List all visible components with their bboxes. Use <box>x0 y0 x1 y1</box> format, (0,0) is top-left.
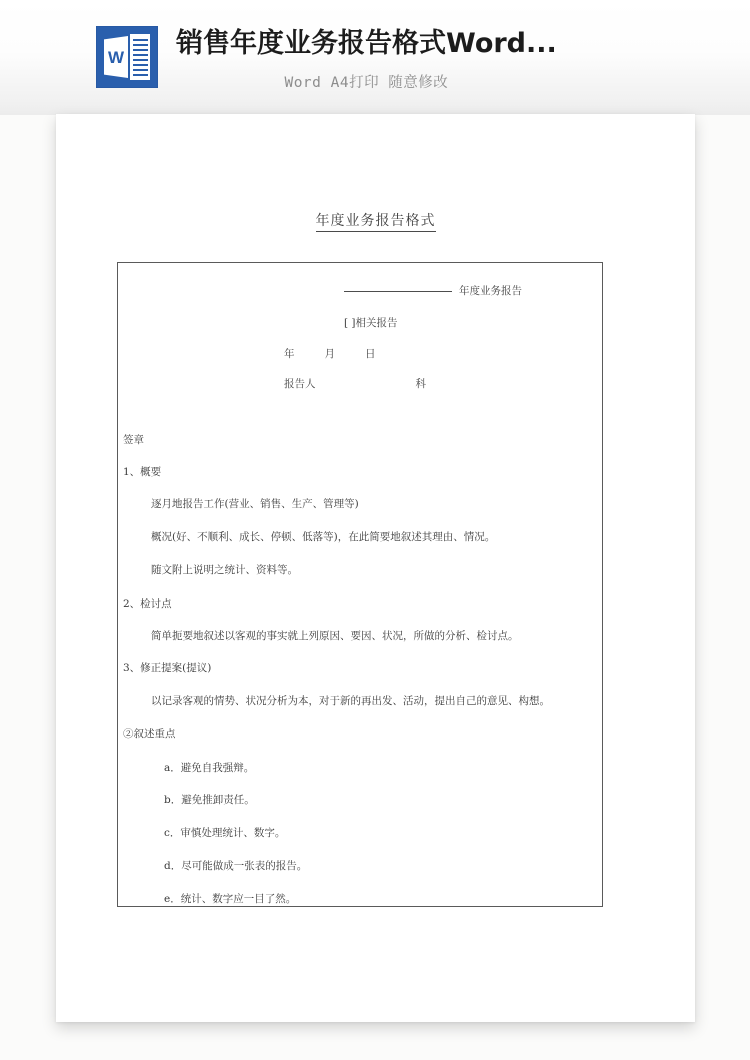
word-icon-lined-page <box>130 34 150 80</box>
report-form-header <box>118 263 602 395</box>
header-content <box>96 26 557 92</box>
department-label: 科 <box>415 378 426 390</box>
form-header-title-suffix: 年度业务报告 <box>459 285 522 297</box>
form-header-line-reporter <box>284 376 426 391</box>
report-body-line: 随文附上说明之统计、资料等。 <box>151 564 298 576</box>
report-form-box <box>117 262 603 907</box>
report-body-line: ②叙述重点 <box>123 728 176 740</box>
form-header-line-date <box>284 346 376 361</box>
page-title: 销售年度业务报告格式Word... <box>176 28 557 59</box>
report-body-line: 以记录客观的情势、状况分析为本，对于新的再出发、活动，提出自己的意见、构想。 <box>151 695 550 707</box>
document-heading-text: 年度业务报告格式 <box>316 213 436 232</box>
date-year-label: 年 <box>284 348 295 360</box>
word-document-icon <box>96 26 158 88</box>
report-body-line: 3、修正提案(提议) <box>123 662 212 674</box>
document-heading <box>56 210 695 230</box>
report-body-line: 逐月地报告工作(营业、销售、生产、管理等) <box>151 498 359 510</box>
form-header-line-title <box>344 283 522 298</box>
date-day-label: 日 <box>365 348 376 360</box>
report-body-line: 概况(好、不顺利、成长、停顿、低落等)，在此简要地叙述其理由、情况。 <box>151 531 496 543</box>
blank-fill-rule <box>344 291 452 292</box>
report-body-line: b．避免推卸责任。 <box>164 794 255 806</box>
word-icon-letter: W <box>107 47 125 67</box>
report-body-line: e．统计、数字应一目了然。 <box>164 893 297 905</box>
report-body-line: 签章 <box>123 434 144 446</box>
report-body-line: d．尽可能做成一张表的报告。 <box>164 860 308 872</box>
form-header-line-related: [ ]相关报告 <box>344 317 398 329</box>
header-text-group <box>176 26 557 92</box>
report-body-line: 1、概要 <box>123 466 162 478</box>
report-body-line: a．避免自我强辩。 <box>164 762 255 774</box>
date-month-label: 月 <box>324 348 335 360</box>
page-header-band <box>0 0 750 115</box>
page-subtitle: Word A4打印 随意修改 <box>284 75 449 91</box>
reporter-label: 报告人 <box>284 378 316 390</box>
report-body-line: 2、检讨点 <box>123 598 172 610</box>
document-paper <box>56 114 695 1022</box>
report-body-line: 简单扼要地叙述以客观的事实就上列原因、要因、状况，所做的分析、检讨点。 <box>151 630 519 642</box>
report-body-line: c．审慎处理统计、数字。 <box>164 827 286 839</box>
